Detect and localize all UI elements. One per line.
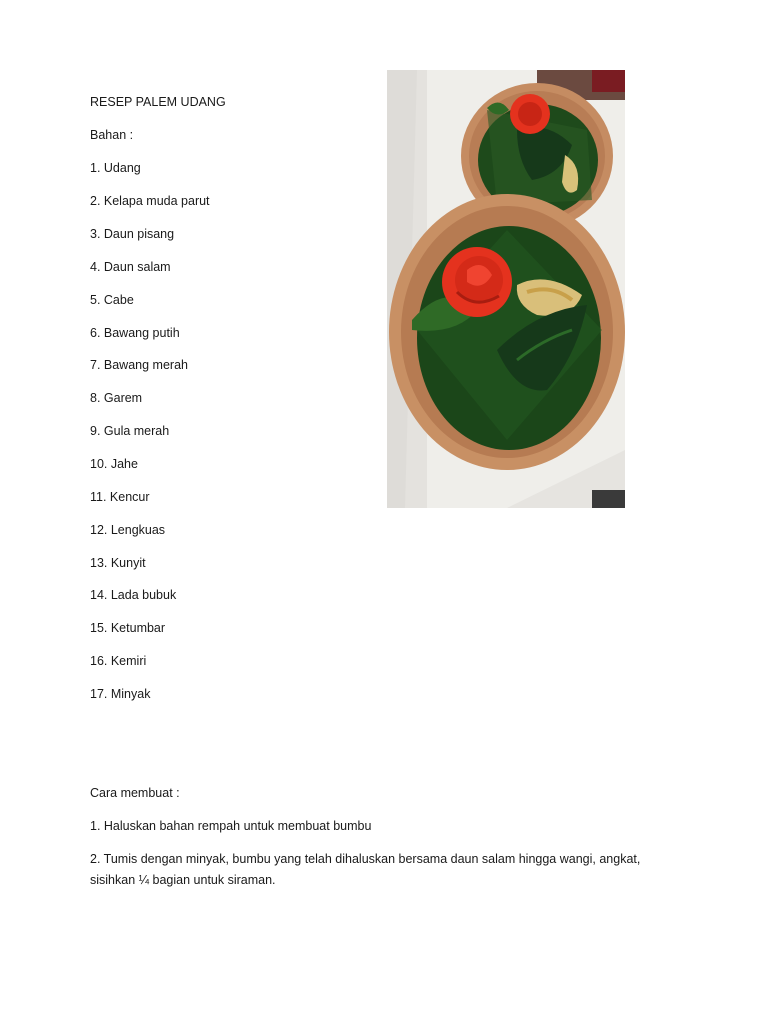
ingredient-item: 8. Garem xyxy=(90,391,143,405)
ingredient-item: 14. Lada bubuk xyxy=(90,588,177,602)
ingredient-item: 2. Kelapa muda parut xyxy=(90,194,210,208)
step-item: 2. Tumis dengan minyak, bumbu yang telah dihaluskan bersama daun salam hingga wangi, angkat, sisihkan ¼ bagian untuk siraman. xyxy=(90,852,641,887)
ingredient-item: 15. Ketumbar xyxy=(90,621,166,635)
ingredient-item: 9. Gula merah xyxy=(90,424,170,438)
ingredient-item: 16. Kemiri xyxy=(90,654,147,668)
ingredient-item: 11. Kencur xyxy=(90,490,150,504)
ingredient-item: 1. Udang xyxy=(90,161,141,175)
ingredient-item: 7. Bawang merah xyxy=(90,358,188,372)
step-item: 1. Haluskan bahan rempah untuk membuat bumbu xyxy=(90,819,372,833)
ingredient-item: 13. Kunyit xyxy=(90,556,146,570)
ingredients-heading: Bahan : xyxy=(90,128,134,142)
ingredient-item: 10. Jahe xyxy=(90,457,138,471)
ingredient-item: 17. Minyak xyxy=(90,687,151,701)
ingredient-item: 5. Cabe xyxy=(90,293,134,307)
dish-illustration xyxy=(387,70,625,508)
ingredient-item: 12. Lengkuas xyxy=(90,523,166,537)
ingredient-item: 4. Daun salam xyxy=(90,260,171,274)
ingredient-item: 3. Daun pisang xyxy=(90,227,175,241)
recipe-title: RESEP PALEM UDANG xyxy=(90,95,226,109)
ingredient-item: 6. Bawang putih xyxy=(90,326,180,340)
dish-photo xyxy=(387,70,625,508)
main-plate xyxy=(389,194,625,470)
steps-heading: Cara membuat : xyxy=(90,786,180,800)
